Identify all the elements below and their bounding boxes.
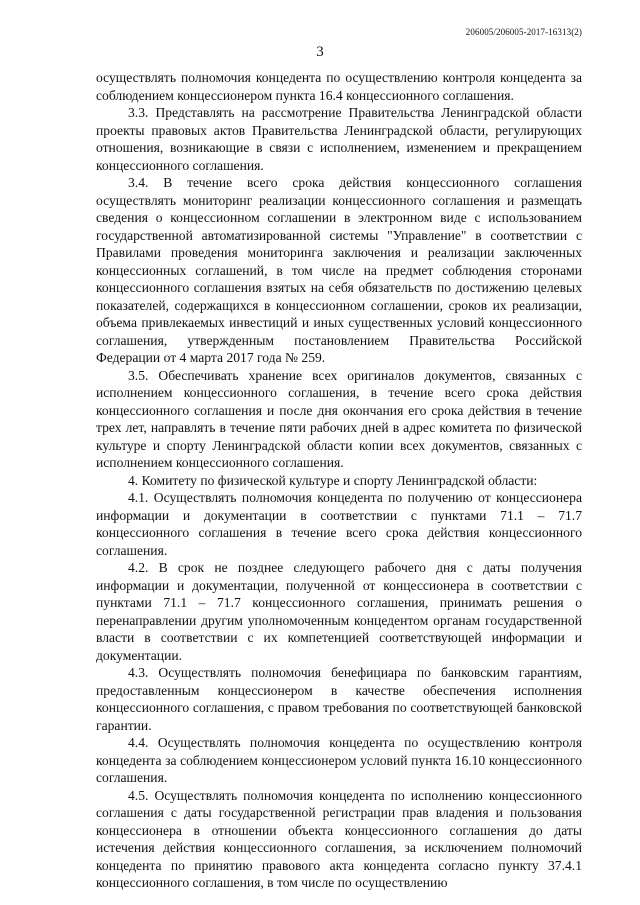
paragraph-4-2: 4.2. В срок не позднее следующего рабочего дня с даты получения информации и документации, полученной от концессионера в соответствии с пунктами 71.1 – 71.7 концессионного соглашения, принимать решения о перенаправлении другим уполномоченным концедентом органам государственной власти в соответствии с их компетенцией соответствующей информации и документации. [96, 560, 582, 663]
page-number: 3 [316, 44, 324, 60]
document-body [96, 69, 582, 892]
paragraph-3-4: 3.4. В течение всего срока действия концессионного соглашения осуществлять мониторинг реализации концессионного соглашения и размещать сведения о концессионном соглашении в электронном виде с использованием государственной автоматизированной системы "Управление" в соответствии с Правилами проведения мониторинга заключения и реализации заключенных концессионных соглашений, в том числе на предмет соблюдения сторонами концессионного соглашения взятых на себя обязательств по достижению целевых показателей, содержащихся в концессионном соглашении, сроков их реализации, объема привлекаемых инвестиций и иных существенных условий концессионного соглашения, утвержденным постановлением Правительства Российской Федерации от 4 марта 2017 года № 259. [96, 175, 582, 365]
paragraph-continuation: осуществлять полномочия концедента по осуществлению контроля концедента за соблюдением концессионером пункта 16.4 концессионного соглашения. [96, 70, 582, 103]
document-id: 206005/206005-2017-16313(2) [465, 27, 582, 37]
paragraph-4-5: 4.5. Осуществлять полномочия концедента по исполнению концессионного соглашения с даты государственной регистрации прав владения и пользования концессионера в отношении объекта концессионного соглашения до даты истечения действия концессионного соглашения, за исключением полномочий концедента по принятию правового акта концедента согласно пункту 37.4.1 концессионного соглашения, в том числе по осуществлению [96, 787, 582, 890]
paragraph-4-3: 4.3. Осуществлять полномочия бенефициара по банковским гарантиям, предоставленным концессионером в качестве обеспечения исполнения концессионного соглашения, с правом требования по соответствующей банковской гарантии. [96, 665, 582, 733]
paragraph-3-5: 3.5. Обеспечивать хранение всех оригиналов документов, связанных с исполнением концессионного соглашения, в течение всего срока действия концессионного соглашения и после дня окончания его срока действия в течение трех лет, направлять в течение пяти рабочих дней в адрес комитета по физической культуре и спорту Ленинградской области копии всех документов, связанных с исполнением концессионного соглашения. [96, 367, 582, 470]
paragraph-4-4: 4.4. Осуществлять полномочия концедента по осуществлению контроля концедента за соблюдением концессионером условий пункта 16.10 концессионного соглашения. [96, 735, 582, 785]
paragraph-4: 4. Комитету по физической культуре и спорту Ленинградской области: [128, 472, 538, 488]
paragraph-3-3: 3.3. Представлять на рассмотрение Правительства Ленинградской области проекты правовых актов Правительства Ленинградской области, регулирующих отношения, возникающие в связи с исполнением, изменением и прекращением концессионного соглашения. [96, 105, 582, 173]
paragraph-4-1: 4.1. Осуществлять полномочия концедента по получению от концессионера информации и документации в соответствии с пунктами 71.1 – 71.7 концессионного соглашения в течение всего срока действия концессионного соглашения. [96, 490, 582, 558]
